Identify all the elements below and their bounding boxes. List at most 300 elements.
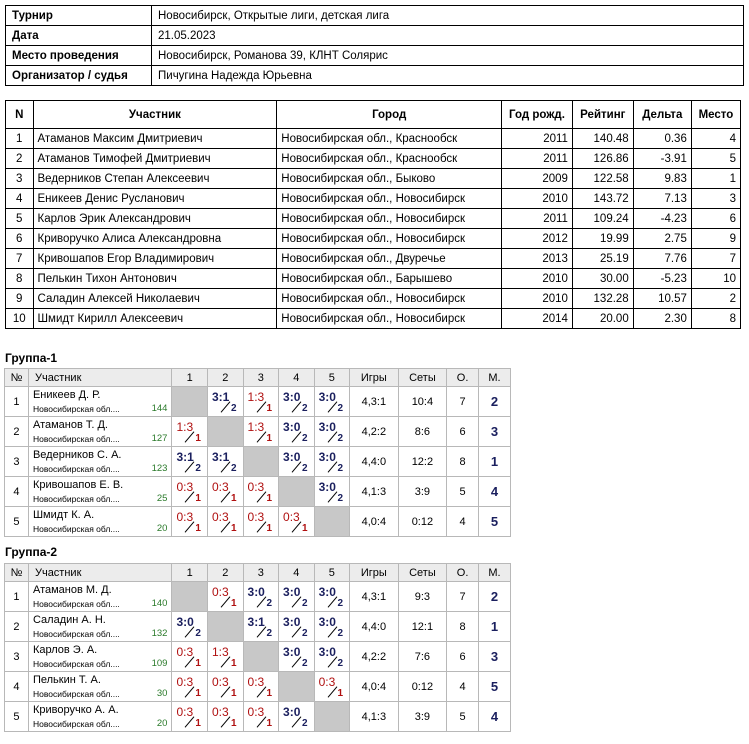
match-result-cell (207, 702, 243, 732)
match-score: 0:3 (247, 675, 265, 689)
group-column-header: 1 (172, 564, 208, 582)
match-result-cell (243, 702, 279, 732)
player-rating: 123 (151, 463, 168, 474)
match-result-cell (314, 417, 350, 447)
participants-cell: 10 (6, 309, 34, 329)
group-column-header: 4 (279, 564, 315, 582)
table-row (6, 169, 741, 189)
participants-cell: 2 (691, 289, 740, 309)
player-city: Новосибирская обл.... (32, 719, 120, 729)
points-stat: 5 (447, 702, 479, 732)
player-city: Новосибирская обл.... (32, 689, 120, 699)
player-name: Пелькин Т. А. (32, 674, 101, 686)
match-points: 1 (302, 523, 308, 534)
match-result-cell (172, 642, 208, 672)
place-value: 1 (490, 454, 499, 469)
table-row (6, 249, 741, 269)
group-2-table (4, 563, 511, 732)
match-score: 3:1 (176, 450, 194, 464)
player-rating: 132 (151, 628, 168, 639)
player-rating: 20 (156, 718, 168, 729)
group-header-row (5, 564, 511, 582)
participants-cell: 2.75 (633, 229, 691, 249)
tournament-info-table (5, 5, 744, 86)
match-score: 3:0 (318, 645, 336, 659)
match-score: 3:0 (283, 615, 301, 629)
participants-cell: 10.57 (633, 289, 691, 309)
participants-cell: 2010 (502, 289, 573, 309)
participants-cell: 140.48 (572, 129, 633, 149)
match-score: 0:3 (247, 705, 265, 719)
place-stat (479, 582, 511, 612)
participants-cell: 30.00 (572, 269, 633, 289)
player-city: Новосибирская обл.... (32, 659, 120, 669)
player-cell (28, 477, 171, 507)
match-result-cell (243, 477, 279, 507)
match-score: 3:0 (176, 615, 194, 629)
match-score: 3:0 (318, 585, 336, 599)
group-column-header: 5 (314, 369, 350, 387)
games-stat: 4,3:1 (350, 387, 399, 417)
match-result-cell (243, 672, 279, 702)
match-result-cell (314, 387, 350, 417)
table-row (6, 309, 741, 329)
match-score: 3:0 (318, 420, 336, 434)
player-cell (28, 642, 171, 672)
group-row (5, 417, 511, 447)
player-name: Карлов Э. А. (32, 644, 98, 656)
match-points: 1 (266, 718, 273, 729)
match-result-cell (172, 612, 208, 642)
participants-column-header: Рейтинг (572, 101, 633, 129)
participants-cell: 8 (691, 309, 740, 329)
match-result-cell (279, 702, 315, 732)
player-rating: 109 (151, 658, 168, 669)
match-points: 1 (230, 658, 237, 669)
games-stat: 4,0:4 (350, 507, 399, 537)
match-score: 1:3 (211, 645, 229, 659)
info-label: Турнир (6, 6, 152, 26)
group-column-header: Сеты (398, 369, 447, 387)
match-result-cell (207, 447, 243, 477)
player-rating: 20 (156, 523, 168, 534)
participants-cell: 2011 (502, 209, 573, 229)
participants-cell: 1 (6, 129, 34, 149)
player-name: Кривошапов Е. В. (32, 479, 124, 491)
group-column-header: М. (479, 564, 511, 582)
participants-cell: -3.91 (633, 149, 691, 169)
player-rating: 140 (151, 598, 168, 609)
player-rating: 127 (151, 433, 168, 444)
match-score: 0:3 (176, 675, 194, 689)
match-points: 2 (195, 628, 201, 639)
games-stat: 4,2:2 (350, 642, 399, 672)
participants-column-header: Дельта (633, 101, 691, 129)
group-column-header: О. (447, 369, 479, 387)
match-points: 1 (266, 523, 273, 534)
participants-cell: 2.30 (633, 309, 691, 329)
games-stat: 4,0:4 (350, 672, 399, 702)
participants-cell: 2011 (502, 149, 573, 169)
group-column-header: М. (479, 369, 511, 387)
points-stat: 5 (447, 477, 479, 507)
player-name: Ведерников С. А. (32, 449, 122, 461)
match-points: 2 (302, 403, 308, 414)
match-result-cell (279, 507, 315, 537)
match-points: 1 (195, 718, 201, 729)
group-column-header: 2 (207, 564, 243, 582)
sets-stat: 12:1 (398, 612, 447, 642)
match-points: 2 (302, 658, 308, 669)
sets-stat: 3:9 (398, 477, 447, 507)
match-points: 1 (230, 493, 237, 504)
match-points: 2 (337, 658, 344, 669)
player-number: 4 (5, 477, 29, 507)
match-result-cell (279, 582, 315, 612)
participants-cell: 7 (6, 249, 34, 269)
group-column-header: 5 (314, 564, 350, 582)
place-value: 4 (490, 709, 499, 724)
sets-stat: 9:3 (398, 582, 447, 612)
player-name: Еникеев Д. Р. (32, 389, 101, 401)
group-column-header: Игры (350, 369, 399, 387)
participants-cell: Ведерников Степан Алексеевич (33, 169, 277, 189)
match-score: 0:3 (247, 480, 265, 494)
sets-stat: 12:2 (398, 447, 447, 477)
sets-stat: 0:12 (398, 672, 447, 702)
participants-cell: 2012 (502, 229, 573, 249)
player-city: Новосибирская обл.... (32, 404, 120, 414)
group-row (5, 387, 511, 417)
group-1-title: Группа-1 (5, 351, 58, 365)
sets-stat: 10:4 (398, 387, 447, 417)
info-row (6, 46, 744, 66)
match-score: 0:3 (176, 705, 194, 719)
match-points: 1 (195, 523, 201, 534)
player-cell (28, 702, 171, 732)
match-points: 1 (230, 718, 237, 729)
match-result-cell (279, 387, 315, 417)
place-stat (479, 702, 511, 732)
participants-cell: 2011 (502, 129, 573, 149)
player-number: 1 (5, 582, 29, 612)
match-score: 3:0 (283, 420, 301, 434)
player-cell (28, 507, 171, 537)
group-row (5, 582, 511, 612)
points-stat: 4 (447, 507, 479, 537)
points-stat: 4 (447, 672, 479, 702)
table-row (6, 129, 741, 149)
group-2-title: Группа-2 (5, 545, 58, 559)
player-cell (28, 582, 171, 612)
match-score: 3:1 (247, 615, 265, 629)
match-score: 3:0 (318, 450, 336, 464)
participants-cell: 7.13 (633, 189, 691, 209)
match-result-cell (314, 477, 350, 507)
self-match-cell (172, 387, 208, 417)
participants-cell: Атаманов Максим Дмитриевич (33, 129, 277, 149)
place-value: 2 (490, 589, 499, 604)
participants-cell: 0.36 (633, 129, 691, 149)
place-stat (479, 417, 511, 447)
match-score: 0:3 (176, 480, 194, 494)
games-stat: 4,2:2 (350, 417, 399, 447)
match-result-cell (314, 582, 350, 612)
place-stat (479, 477, 511, 507)
participants-cell: -4.23 (633, 209, 691, 229)
info-value: Новосибирск, Открытые лиги, детская лига (152, 6, 744, 26)
match-result-cell (172, 417, 208, 447)
match-result-cell (243, 417, 279, 447)
sets-stat: 3:9 (398, 702, 447, 732)
match-score: 3:0 (318, 615, 336, 629)
participants-cell: 5 (691, 149, 740, 169)
group-column-header: О. (447, 564, 479, 582)
self-match-cell (207, 612, 243, 642)
self-match-cell (243, 447, 279, 477)
info-label: Место проведения (6, 46, 152, 66)
info-value: Пичугина Надежда Юрьевна (152, 66, 744, 86)
match-result-cell (172, 477, 208, 507)
participants-cell: Новосибирская обл., Новосибирск (277, 289, 502, 309)
participants-column-header: N (6, 101, 34, 129)
match-result-cell (314, 672, 350, 702)
participants-cell: 5 (6, 209, 34, 229)
participants-cell: 10 (691, 269, 740, 289)
player-number: 3 (5, 447, 29, 477)
participants-column-header: Город (277, 101, 502, 129)
match-points: 2 (302, 598, 308, 609)
group-column-header: 3 (243, 564, 279, 582)
games-stat: 4,1:3 (350, 477, 399, 507)
sets-stat: 7:6 (398, 642, 447, 672)
points-stat: 8 (447, 612, 479, 642)
group-row (5, 507, 511, 537)
match-result-cell (207, 477, 243, 507)
info-value: 21.05.2023 (152, 26, 744, 46)
participants-cell: Саладин Алексей Николаевич (33, 289, 277, 309)
info-value: Новосибирск, Романова 39, КЛНТ Солярис (152, 46, 744, 66)
match-points: 1 (195, 688, 201, 699)
player-city: Новосибирская обл.... (32, 524, 120, 534)
participants-table (5, 100, 741, 329)
participants-cell: 2010 (502, 269, 573, 289)
match-points: 2 (337, 493, 344, 504)
participants-cell: 25.19 (572, 249, 633, 269)
group-column-header: Сеты (398, 564, 447, 582)
match-points: 2 (337, 598, 344, 609)
match-score: 0:3 (211, 705, 229, 719)
player-name: Криворучко А. А. (32, 704, 119, 716)
match-points: 2 (337, 433, 344, 444)
match-score: 0:3 (211, 510, 229, 524)
participants-cell: 4 (6, 189, 34, 209)
match-score: 0:3 (211, 675, 229, 689)
participants-header-row (6, 101, 741, 129)
points-stat: 6 (447, 417, 479, 447)
player-name: Атаманов Т. Д. (32, 419, 108, 431)
match-score: 3:0 (283, 585, 301, 599)
player-name: Саладин А. Н. (32, 614, 106, 626)
self-match-cell (314, 507, 350, 537)
participants-cell: 4 (691, 129, 740, 149)
self-match-cell (207, 417, 243, 447)
group-1-table (4, 368, 511, 537)
participants-cell: Новосибирская обл., Новосибирск (277, 189, 502, 209)
match-result-cell (314, 642, 350, 672)
participants-cell: Новосибирская обл., Двуречье (277, 249, 502, 269)
participants-cell: 143.72 (572, 189, 633, 209)
match-score: 1:3 (176, 420, 194, 434)
match-points: 2 (266, 598, 273, 609)
match-score: 0:3 (211, 480, 229, 494)
sets-stat: 0:12 (398, 507, 447, 537)
group-column-header: 3 (243, 369, 279, 387)
player-number: 5 (5, 507, 29, 537)
group-row (5, 642, 511, 672)
match-score: 0:3 (247, 510, 265, 524)
match-points: 1 (195, 433, 201, 444)
participants-cell: 2 (6, 149, 34, 169)
player-number: 2 (5, 612, 29, 642)
match-result-cell (207, 582, 243, 612)
match-result-cell (207, 672, 243, 702)
match-points: 2 (266, 628, 273, 639)
participants-cell: 122.58 (572, 169, 633, 189)
match-result-cell (207, 642, 243, 672)
place-value: 5 (490, 679, 499, 694)
participants-cell: 9 (691, 229, 740, 249)
participants-cell: Новосибирская обл., Краснообск (277, 149, 502, 169)
group-row (5, 612, 511, 642)
player-cell (28, 672, 171, 702)
participants-cell: 7.76 (633, 249, 691, 269)
place-stat (479, 642, 511, 672)
self-match-cell (279, 672, 315, 702)
player-cell (28, 387, 171, 417)
match-score: 3:0 (283, 645, 301, 659)
match-score: 3:0 (318, 390, 336, 404)
match-points: 2 (337, 463, 344, 474)
match-result-cell (207, 387, 243, 417)
participants-cell: 6 (691, 209, 740, 229)
points-stat: 7 (447, 387, 479, 417)
match-result-cell (172, 702, 208, 732)
participants-cell: Еникеев Денис Русланович (33, 189, 277, 209)
self-match-cell (243, 642, 279, 672)
participants-column-header: Год рожд. (502, 101, 573, 129)
match-points: 2 (302, 718, 308, 729)
group-column-header: Игры (350, 564, 399, 582)
info-label: Организатор / судья (6, 66, 152, 86)
participants-cell: 2014 (502, 309, 573, 329)
match-score: 3:0 (247, 585, 265, 599)
info-row (6, 66, 744, 86)
player-rating: 30 (156, 688, 168, 699)
place-value: 5 (490, 514, 499, 529)
place-stat (479, 612, 511, 642)
match-result-cell (207, 507, 243, 537)
match-score: 3:0 (283, 705, 301, 719)
match-score: 3:0 (318, 480, 336, 494)
participants-cell: Новосибирская обл., Краснообск (277, 129, 502, 149)
player-city: Новосибирская обл.... (32, 599, 120, 609)
participants-cell: Шмидт Кирилл Алексеевич (33, 309, 277, 329)
participants-cell: Пелькин Тихон Антонович (33, 269, 277, 289)
games-stat: 4,1:3 (350, 702, 399, 732)
participants-cell: 7 (691, 249, 740, 269)
place-stat (479, 447, 511, 477)
match-score: 3:0 (283, 450, 301, 464)
participants-cell: Новосибирская обл., Новосибирск (277, 229, 502, 249)
participants-column-header: Место (691, 101, 740, 129)
self-match-cell (172, 582, 208, 612)
group-header-row (5, 369, 511, 387)
table-row (6, 289, 741, 309)
match-points: 1 (230, 688, 237, 699)
group-row (5, 477, 511, 507)
place-stat (479, 387, 511, 417)
match-result-cell (172, 672, 208, 702)
games-stat: 4,3:1 (350, 582, 399, 612)
participants-cell: 3 (691, 189, 740, 209)
match-score: 3:1 (211, 390, 230, 404)
place-value: 1 (490, 619, 499, 634)
participants-cell: 9 (6, 289, 34, 309)
player-cell (28, 612, 171, 642)
match-result-cell (279, 612, 315, 642)
match-score: 3:0 (283, 390, 301, 404)
match-score: 0:3 (176, 510, 194, 524)
table-row (6, 189, 741, 209)
match-result-cell (279, 642, 315, 672)
place-value: 4 (490, 484, 499, 499)
group-column-header: 4 (279, 369, 315, 387)
table-row (6, 269, 741, 289)
match-result-cell (314, 447, 350, 477)
match-score: 0:3 (318, 675, 336, 689)
points-stat: 8 (447, 447, 479, 477)
participants-cell: Новосибирская обл., Новосибирск (277, 309, 502, 329)
player-rating: 25 (156, 493, 168, 504)
match-score: 1:3 (247, 420, 265, 434)
participants-cell: Криворучко Алиса Александровна (33, 229, 277, 249)
self-match-cell (314, 702, 350, 732)
participants-cell: 132.28 (572, 289, 633, 309)
info-label: Дата (6, 26, 152, 46)
match-points: 2 (302, 463, 308, 474)
player-cell (28, 447, 171, 477)
player-cell (28, 417, 171, 447)
participants-cell: 126.86 (572, 149, 633, 169)
participants-cell: Новосибирская обл., Быково (277, 169, 502, 189)
player-number: 3 (5, 642, 29, 672)
match-points: 1 (230, 523, 237, 534)
participants-cell: -5.23 (633, 269, 691, 289)
group-column-header: 2 (207, 369, 243, 387)
participants-cell: Атаманов Тимофей Дмитриевич (33, 149, 277, 169)
player-city: Новосибирская обл.... (32, 494, 120, 504)
player-number: 4 (5, 672, 29, 702)
group-column-header: 1 (172, 369, 208, 387)
group-column-header: Участник (28, 564, 171, 582)
games-stat: 4,4:0 (350, 612, 399, 642)
match-result-cell (243, 387, 279, 417)
player-rating: 144 (151, 403, 168, 414)
participants-cell: 3 (6, 169, 34, 189)
participants-cell: 20.00 (572, 309, 633, 329)
info-row (6, 6, 744, 26)
